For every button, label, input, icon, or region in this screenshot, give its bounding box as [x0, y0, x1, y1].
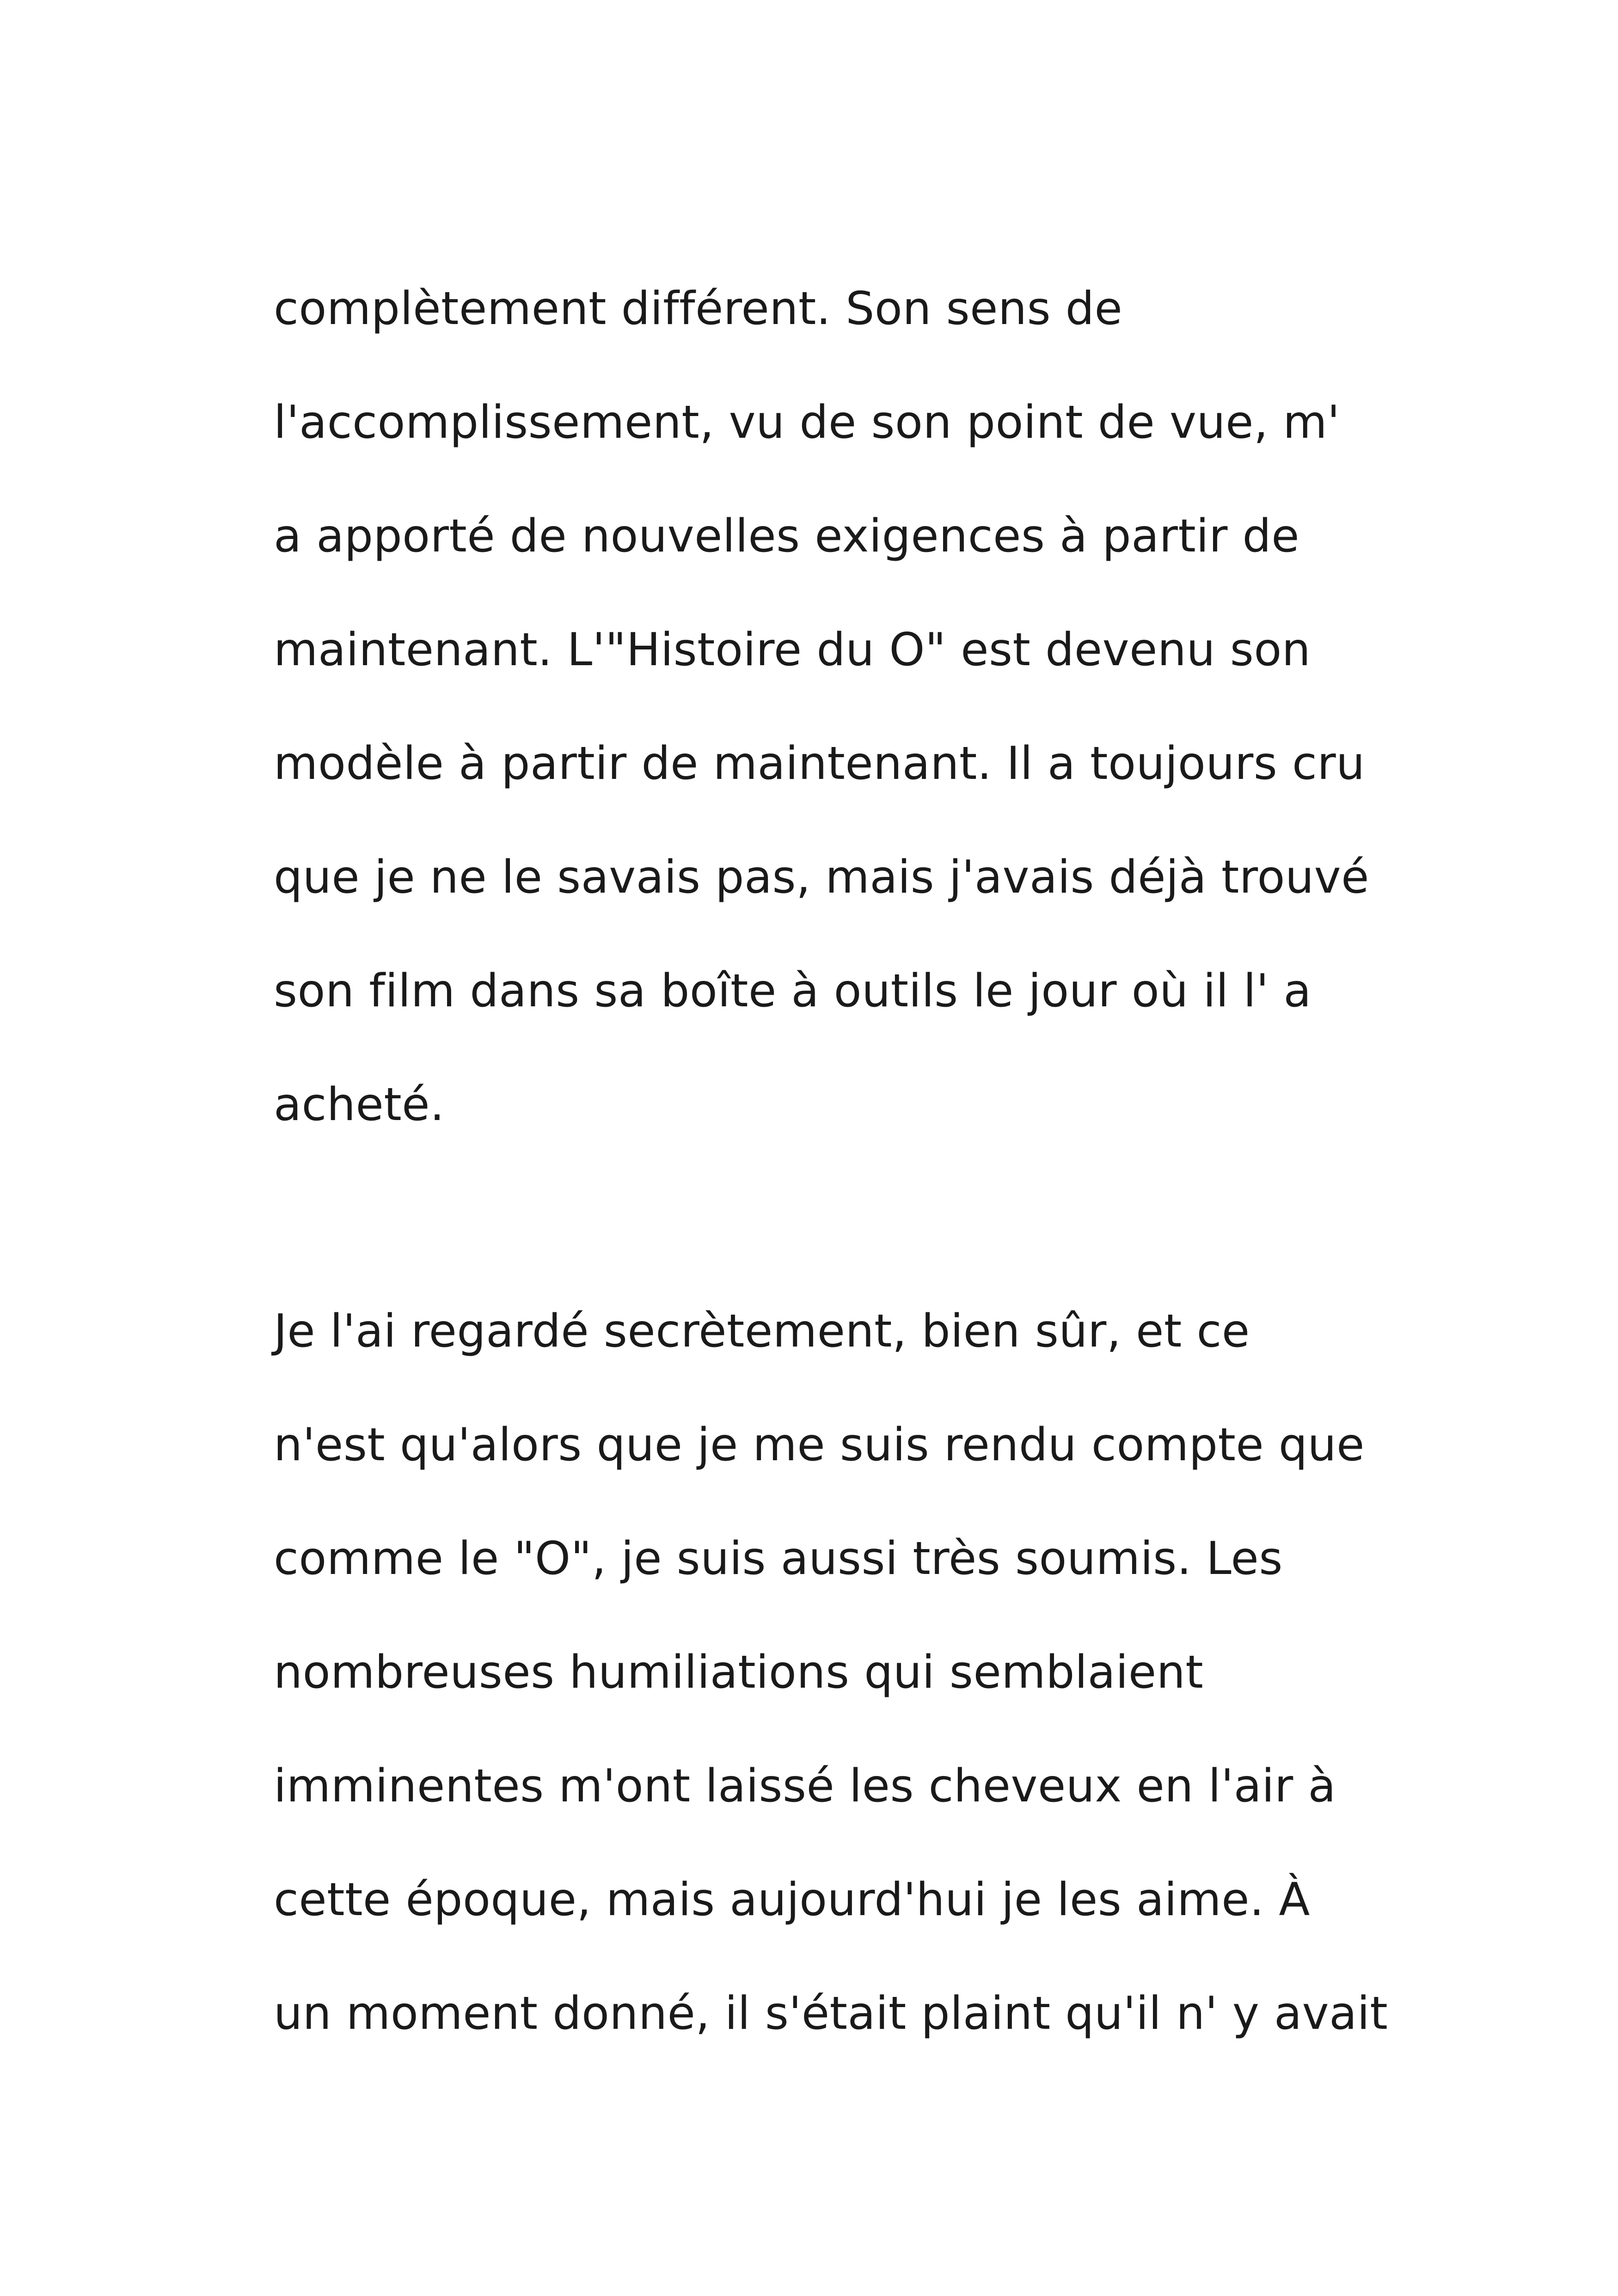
text-line: son film dans sa boîte à outils le jour où il l' a — [274, 965, 1312, 1017]
text-line: a apporté de nouvelles exigences à partir de — [274, 510, 1300, 563]
text-line: maintenant. L'"Histoire du O" est devenu son — [274, 624, 1311, 676]
text-line: modèle à partir de maintenant. Il a toujours cru — [274, 737, 1365, 790]
text-line: un moment donné, il s'était plaint qu'il n' y avait — [274, 1987, 1388, 2040]
text-line: comme le "O", je suis aussi très soumis. Les — [274, 1532, 1283, 1585]
text-line: Je l'ai regardé secrètement, bien sûr, et ce — [274, 1305, 1250, 1358]
text-line: cette époque, mais aujourd'hui je les aime. À — [274, 1874, 1310, 1926]
text-line: n'est qu'alors que je me suis rendu compte que — [274, 1419, 1365, 1471]
text-line: que je ne le savais pas, mais j'avais déjà trouvé — [274, 851, 1369, 904]
text-line: acheté. — [274, 1078, 445, 1131]
text-line: l'accomplissement, vu de son point de vue, m' — [274, 396, 1340, 449]
text-line: imminentes m'ont laissé les cheveux en l'air à — [274, 1760, 1336, 1812]
text-line: nombreuses humiliations qui semblaient — [274, 1646, 1204, 1699]
text-line: complètement différent. Son sens de — [274, 282, 1123, 335]
